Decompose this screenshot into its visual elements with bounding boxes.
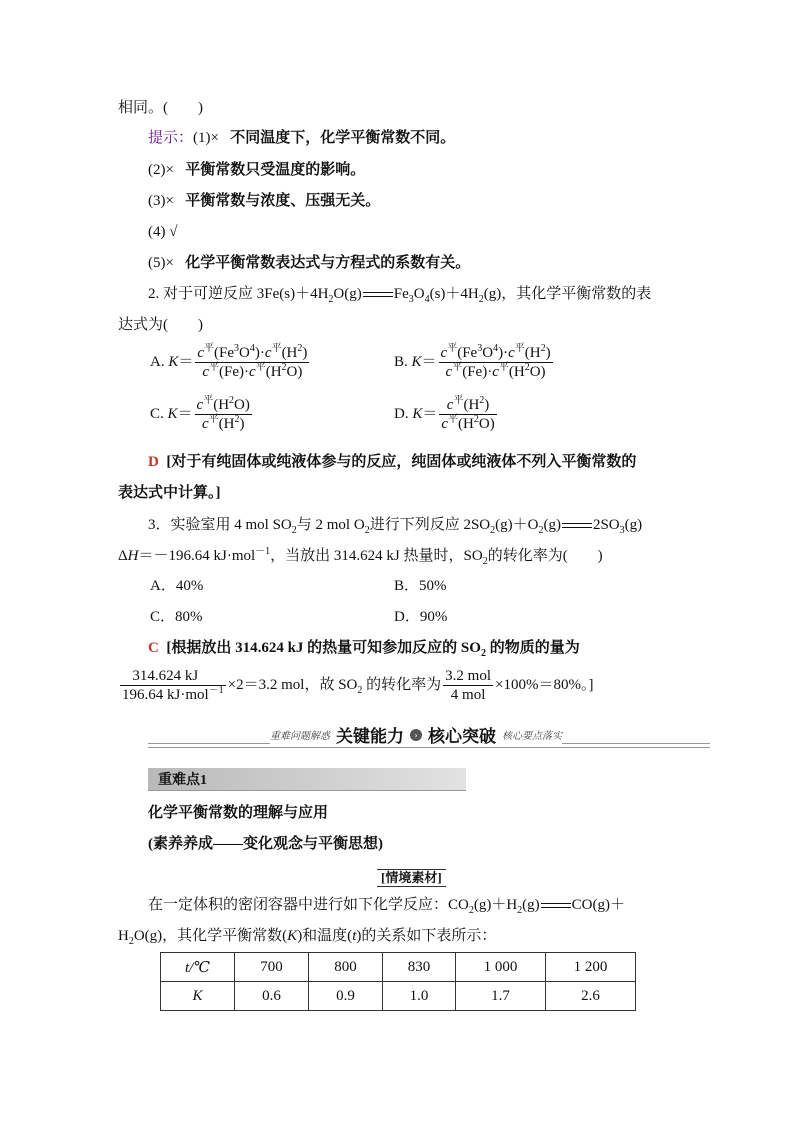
hint-text: 平衡常数只受温度的影响。 — [185, 162, 366, 178]
table-cell: 0.6 — [235, 982, 309, 1011]
option-label: A. — [150, 353, 165, 370]
banner-right-caption: 核心要点落实 — [502, 731, 562, 742]
option-label: C. — [150, 405, 164, 422]
q2-option-c: C. K＝ $\frac{c^平(H^2O)}{c^平(H^2)}$ — [150, 395, 250, 432]
table-cell: 0.9 — [309, 982, 383, 1011]
section-banner — [270, 722, 562, 747]
option-label: B. — [394, 353, 408, 370]
table-cell: 800 — [309, 953, 383, 982]
banner-left-caption: 重难问题解惑 — [270, 731, 330, 742]
section-title: 化学平衡常数的理解与应用 — [148, 805, 329, 821]
hint-num: (4) √ — [148, 224, 178, 240]
table-cell: 830 — [383, 953, 456, 982]
q3-stem-2: ΔH＝－196.64 kJ·mol$^{-1}$，当放出 314.624 kJ 热量时，$SO_2$的转化率为( ) — [118, 546, 603, 567]
hint-num: (2)× — [148, 162, 174, 178]
table-cell: 1.0 — [383, 982, 456, 1011]
q1-hint-2 — [148, 160, 365, 180]
fraction: $\frac{c^平(H^2)}{c^平(H^2O)}$ — [441, 395, 495, 432]
option-label: D. — [394, 405, 409, 422]
section-tag-label: 重难点1 — [158, 773, 207, 788]
q3-stem: 3．实验室用 4 mol $SO_2$与 2 mol $O_2$进行下列反应 $2SO_2(g)+O_2(g)$ $2SO_3(g)$ — [148, 517, 643, 536]
table-header-cell: K — [161, 982, 235, 1011]
answer-letter: D — [148, 454, 159, 470]
table-cell: 1 000 — [456, 953, 546, 982]
chevron-right-icon: › — [410, 729, 422, 741]
equilibrium-arrow-icon — [363, 291, 393, 299]
q1-hint-1 — [148, 128, 455, 148]
q2-option-d: D. K＝ $\frac{c^平(H^2)}{c^平(H^2O)}$ — [394, 395, 495, 432]
q3-option-b: B．50% — [394, 578, 447, 594]
q3-answer: C [根据放出 314.624 kJ 的热量可知参加反应的 $SO_2$ 的物质的量为 — [148, 640, 580, 659]
q1-hint-5 — [148, 253, 470, 273]
material-text-2: $H_2O(g)$，其化学平衡常数(K)和温度(t)的关系如下表所示： — [118, 928, 497, 947]
equilibrium-arrow-icon — [562, 522, 592, 530]
fraction: $\frac{\text{3.2 mol}}{\text{4 mol}}$ — [445, 668, 492, 703]
table-header-cell: t/℃ — [161, 953, 235, 982]
fraction: $\frac{314.624 kJ}{196.64 kJ\cdot mol^{-1}}$ — [122, 668, 224, 703]
explanation: [对于有纯固体或纯液体参与的反应，纯固体或纯液体不列入平衡常数的 — [166, 454, 637, 470]
q2-answer-tail: 表达式中计算。] — [118, 485, 221, 501]
q1-hint-4 — [148, 222, 177, 242]
hint-text: 不同温度下，化学平衡常数不同。 — [230, 130, 456, 146]
banner-title-b: 核心突破 — [428, 727, 496, 747]
q3-option-c: C．80% — [150, 609, 203, 625]
material-tag: [情境素材] — [377, 869, 446, 887]
table-cell: 1 200 — [546, 953, 636, 982]
hint-num: (3)× — [148, 193, 174, 209]
answer-letter: C — [148, 640, 159, 656]
table-cell: 2.6 — [546, 982, 636, 1011]
q2-answer — [148, 452, 636, 472]
material-text-1: 在一定体积的密闭容器中进行如下化学反应：$CO_2(g)+H_2(g)$ CO(g)＋ — [148, 897, 625, 916]
q3-calculation: $\frac{314.624 kJ}{196.64 kJ\cdot mol^{-1}}$ ×2＝3.2 mol，故 $SO_2$ 的转化率为 $\frac{\text{3.2 mol}}{\text{4 mol}}$ ×100%＝80%。] — [122, 668, 594, 703]
equilibrium-arrow-icon — [541, 902, 571, 910]
fraction: $\frac{c^平(Fe^3O^4)\cdot c^平(H^2)}{c^平(Fe)\cdot c^平(H^2O)}$ — [197, 343, 308, 380]
q3-option-a: A．40% — [150, 578, 204, 594]
table-row — [161, 982, 636, 1011]
q1-hint-3 — [148, 191, 380, 211]
fraction: $\frac{c^平(Fe^3O^4)\cdot c^平(H^2)}{c^平(Fe)\cdot c^平(H^2O)}$ — [440, 343, 551, 380]
hint-text: 平衡常数与浓度、压强无关。 — [185, 193, 381, 209]
fraction: $\frac{c^平(H^2O)}{c^平(H^2)}$ — [196, 395, 250, 432]
q1-tail: 相同。( ) — [118, 100, 203, 116]
q2-option-a: A. K＝ $\frac{c^平(Fe^3O^4)\cdot c^平(H^2)}{c^平(Fe)\cdot c^平(H^2O)}$ — [150, 343, 308, 380]
table-cell: 1.7 — [456, 982, 546, 1011]
q2-stem: 2. 对于可逆反应 $3Fe(s)+4H_2O(g)$ $Fe_3O_4(s)+4H_2(g)$，其化学平衡常数的表 — [148, 286, 652, 305]
table-row — [161, 953, 636, 982]
section-tag — [148, 768, 466, 791]
section-subtitle: (素养养成——变化观念与平衡思想) — [148, 836, 383, 852]
banner-title-a: 关键能力 — [336, 727, 404, 747]
hint-num: (5)× — [148, 255, 174, 271]
hint-num: (1)× — [193, 130, 219, 146]
q2-option-b: B. K＝ $\frac{c^平(Fe^3O^4)\cdot c^平(H^2)}{c^平(Fe)\cdot c^平(H^2O)}$ — [394, 343, 551, 380]
k-temperature-table — [160, 952, 636, 1011]
q2-stem-tail: 达式为( ) — [118, 317, 203, 333]
q3-option-d: D．90% — [394, 609, 448, 625]
table-cell: 700 — [235, 953, 309, 982]
hint-text: 化学平衡常数表达式与方程式的系数有关。 — [185, 255, 471, 271]
hint-label: 提示： — [148, 130, 194, 146]
